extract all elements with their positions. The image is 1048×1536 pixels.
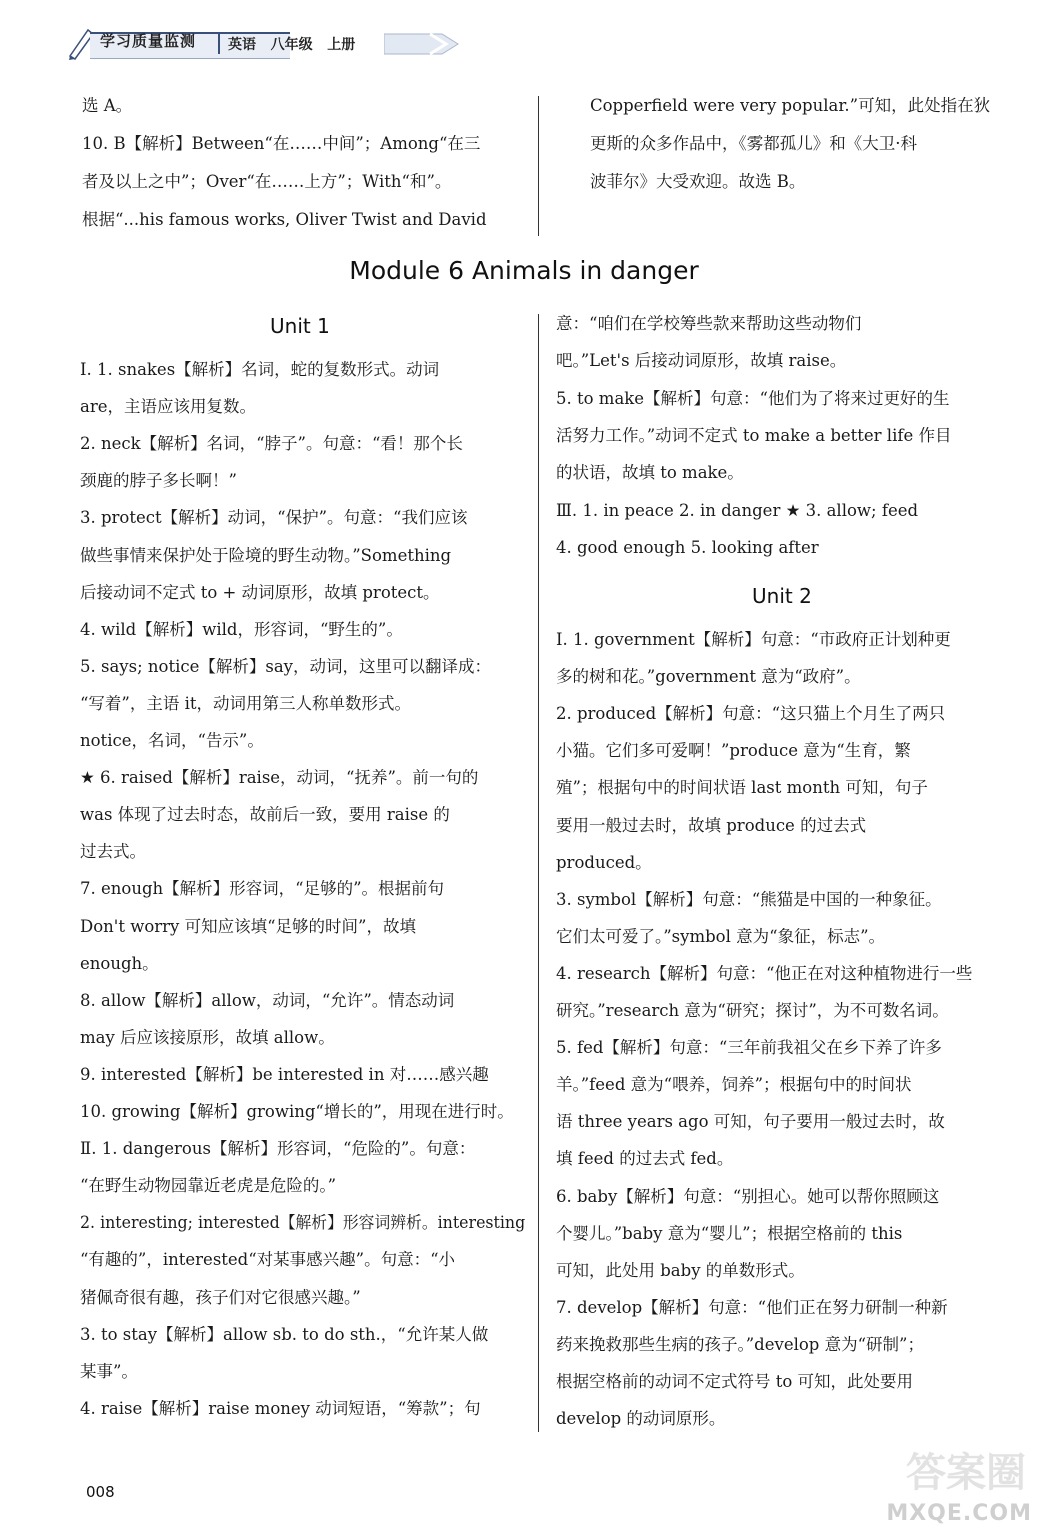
- answer-line: 10. growing【解析】growing“增长的”，用现在进行时。: [80, 1102, 514, 1121]
- answer-line: was 体现了过去时态，故前后一致，要用 raise 的: [80, 805, 450, 825]
- answer-line: 后接动词不定式 to + 动词原形，故填 protect。: [80, 582, 440, 602]
- answer-line: notice，名词，“告示”。: [80, 731, 264, 750]
- answer-line: ★ 6. raised【解析】raise，动词，“抚养”。前一句的: [80, 768, 479, 788]
- answer-line: 过去式。: [80, 842, 146, 862]
- answer-line: 3. symbol【解析】句意：“熊猫是中国的一种象征。: [556, 889, 942, 909]
- grade-label: 八年级: [270, 37, 313, 53]
- answer-line: 猪佩奇很有趣，孩子们对它很感兴趣。”: [80, 1287, 361, 1307]
- answer-line: 颈鹿的脖子多长啊！”: [80, 471, 237, 491]
- answer-line: 它们太可爱了。”symbol 意为“象征，标志”。: [556, 926, 886, 946]
- answer-line: 9. interested【解析】be interested in 对……感兴趣: [80, 1064, 489, 1084]
- answer-line: 4. wild【解析】wild，形容词，“野生的”。: [80, 619, 403, 639]
- column-divider-main: [538, 314, 539, 1432]
- answer-line: 根据“...his famous works, Oliver Twist and David: [82, 210, 487, 229]
- watermark-logo: 答案圈: [906, 1450, 1026, 1496]
- answer-line: 殖”；根据句中的时间状语 last month 可知，句子: [556, 778, 928, 798]
- running-header: [66, 26, 466, 62]
- module-title: Module 6 Animals in danger: [349, 256, 699, 285]
- answer-line: 某事”。: [80, 1361, 138, 1381]
- answer-line: 7. develop【解析】句意：“他们正在努力研制一种新: [556, 1297, 948, 1317]
- answer-line: 3. to stay【解析】allow sb. to do sth.，“允许某人做: [80, 1324, 489, 1344]
- answer-line: 5. to make【解析】句意：“他们为了将来过更好的生: [556, 388, 950, 408]
- watermark: [866, 1440, 1042, 1532]
- answer-line: 选 A。: [82, 96, 133, 115]
- answer-line: 的状语，故填 to make。: [556, 463, 744, 483]
- answer-line: 2. produced【解析】句意：“这只猫上个月生了两只: [556, 704, 946, 724]
- answer-line: Ⅲ. 1. in peace 2. in danger ★ 3. allow; feed: [556, 500, 919, 520]
- answer-line: produced。: [556, 852, 652, 872]
- watermark-text: MXQE.COM: [886, 1501, 1032, 1526]
- answer-line: Don't worry 可知应该填“足够的时间”，故填: [80, 916, 416, 936]
- answer-line: 6. baby【解析】句意：“别担心。她可以帮你照顾这: [556, 1186, 940, 1206]
- answer-line: Ⅱ. 1. dangerous【解析】形容词，“危险的”。句意：: [80, 1139, 476, 1159]
- series-title: 学习质量监测: [100, 32, 197, 50]
- header-subtitle: [228, 34, 355, 54]
- answer-line: 更斯的众多作品中，《雾都孤儿》和《大卫·科: [590, 134, 917, 153]
- answer-line: “写着”，主语 it，动词用第三人称单数形式。: [80, 693, 412, 713]
- answer-line: 羊。”feed 意为“喂养，饲养”；根据句中的时间状: [556, 1075, 912, 1095]
- answer-line: 活努力工作。”动词不定式 to make a better life 作目: [556, 425, 952, 445]
- answer-line: 8. allow【解析】allow，动词，“允许”。情态动词: [80, 990, 455, 1010]
- answer-line: 4. good enough 5. looking after: [556, 537, 819, 557]
- answer-line: 多的树和花。”government 意为“政府”。: [556, 667, 861, 687]
- answer-line: 4. raise【解析】raise money 动词短语，“筹款”；句: [80, 1398, 481, 1418]
- answer-line: 可知，此处用 baby 的单数形式。: [556, 1260, 805, 1280]
- answer-line: Copperfield were very popular.”可知，此处指在狄: [590, 96, 991, 115]
- header-arrow-icon: [384, 30, 460, 58]
- answer-line: 10. B【解析】Between“在……中间”；Among“在三: [82, 134, 481, 153]
- answer-line: 研究。”research 意为“研究；探讨”，为不可数名词。: [556, 1001, 949, 1020]
- answer-line: 3. protect【解析】动词，“保护”。句意：“我们应该: [80, 508, 468, 528]
- answer-line: 者及以上之中”；Over“在……上方”；With“和”。: [82, 172, 452, 191]
- answer-line: develop 的动词原形。: [556, 1409, 726, 1429]
- answer-line: “有趣的”，interested“对某事感兴趣”。句意：“小: [80, 1250, 456, 1270]
- answer-line: 5. fed【解析】句意：“三年前我祖父在乡下养了许多: [556, 1038, 942, 1058]
- subject-label: 英语: [228, 37, 256, 53]
- answer-line: 个婴儿。”baby 意为“婴儿”；根据空格前的 this: [556, 1223, 903, 1243]
- column-divider-top: [538, 96, 539, 236]
- answer-line: 意：“咱们在学校筹些款来帮助这些动物们: [556, 314, 862, 333]
- answer-line: 根据空格前的动词不定式符号 to 可知，此处要用: [556, 1372, 914, 1391]
- answer-line: 做些事情来保护处于险境的野生动物。”Something: [80, 545, 452, 565]
- answer-line: 填 feed 的过去式 fed。: [556, 1149, 734, 1169]
- answer-line: are，主语应该用复数。: [80, 397, 256, 417]
- unit2-title: Unit 2: [752, 584, 812, 608]
- page-number: 008: [86, 1483, 115, 1501]
- answer-line: 5. says; notice【解析】say，动词，这里可以翻译成：: [80, 656, 491, 676]
- answer-line: 2. neck【解析】名词，“脖子”。句意：“看！那个长: [80, 434, 463, 454]
- answer-line: 药来挽救那些生病的孩子。”develop 意为“研制”；: [556, 1334, 924, 1354]
- answer-line: 语 three years ago 可知，句子要用一般过去时，故: [556, 1112, 945, 1132]
- answer-line: 7. enough【解析】形容词，“足够的”。根据前句: [80, 879, 444, 899]
- answer-line: 吧。”Let's 后接动词原形，故填 raise。: [556, 351, 847, 371]
- answer-line: Ⅰ. 1. government【解析】句意：“市政府正计划种更: [556, 630, 951, 649]
- answer-line: 2. interesting; interested【解析】形容词辨析。interesting: [80, 1213, 526, 1233]
- answer-line: 波菲尔》大受欢迎。故选 B。: [590, 172, 806, 191]
- answer-line: 4. research【解析】句意：“他正在对这种植物进行一些: [556, 963, 973, 983]
- volume-label: 上册: [327, 37, 356, 53]
- header-separator: [218, 32, 220, 54]
- unit1-title: Unit 1: [270, 314, 330, 338]
- answer-line: enough。: [80, 953, 159, 973]
- answer-line: “在野生动物园靠近老虎是危险的。”: [80, 1176, 337, 1196]
- answer-line: Ⅰ. 1. snakes【解析】名词，蛇的复数形式。动词: [80, 360, 440, 379]
- answer-line: may 后应该接原形，故填 allow。: [80, 1027, 335, 1047]
- answer-line: 小猫。它们多可爱啊！”produce 意为“生育，繁: [556, 741, 911, 761]
- answer-line: 要用一般过去时，故填 produce 的过去式: [556, 815, 867, 835]
